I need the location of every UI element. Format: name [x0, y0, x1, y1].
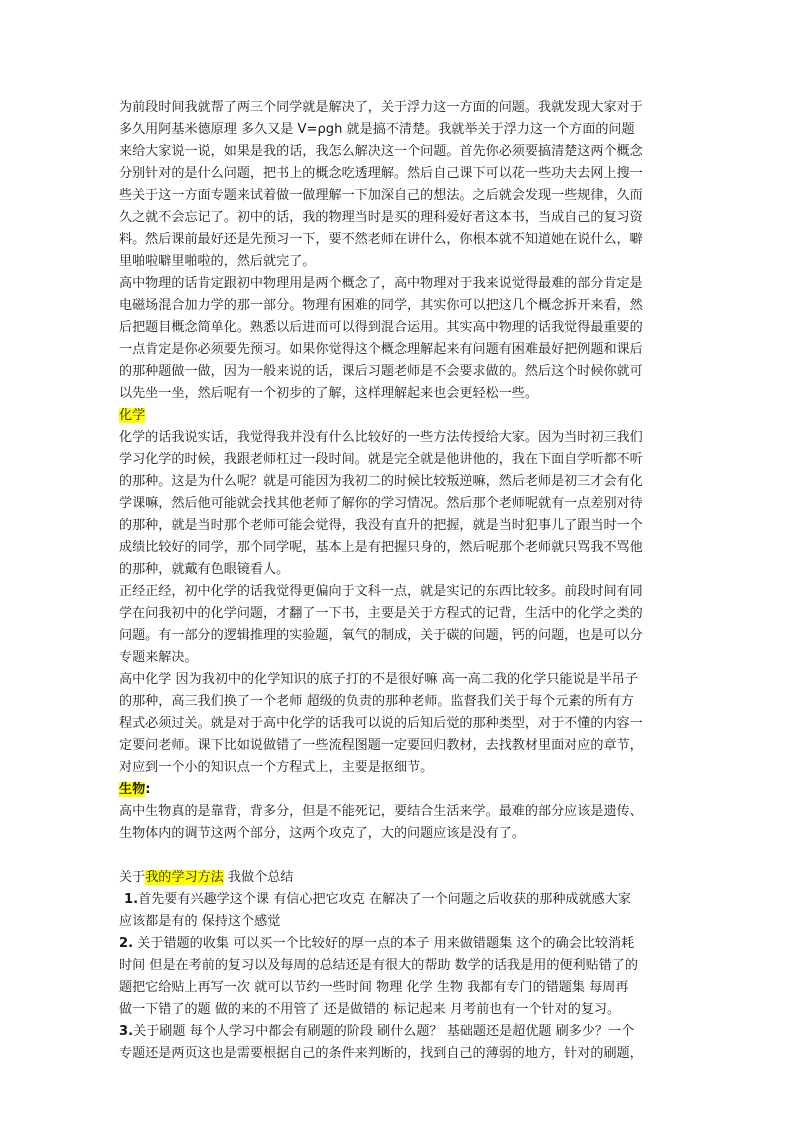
item-text: 首先要有兴趣学这个课 有信心把它攻克 在解决了一个问题之后收获的那种成就感大家 — [138, 892, 631, 907]
text-line: 化学的话我说实话，我觉得我并没有什么比较好的一些方法传授给大家。因为当时初三我们 — [119, 430, 643, 445]
text-line: 应该都是有的 保持这个感觉 — [119, 914, 281, 929]
text-line: 里啪啦噼里啪啦的，然后就完了。 — [119, 254, 316, 269]
text-line: 以先坐一坐，然后呢有一个初步的了解，这样理解起来也会更轻松一些。 — [119, 386, 538, 401]
chemistry-heading: 化学 — [119, 408, 146, 423]
text-line: 的那种，高三我们换了一个老师 超级的负责的那种老师。监督我们关于每个元素的所有方 — [119, 694, 634, 709]
text-line: 的那种，就戴有色眼镜看人。 — [119, 562, 290, 577]
text-line: 做一下错了的题 做的来的不用管了 还是做错的 标记起来 月考前也有一个针对的复习。 — [119, 1002, 621, 1017]
item-text: 关于错题的收集 可以买一个比较好的厚一点的本子 用来做错题集 这个的确会比较消耗 — [133, 936, 635, 951]
document-body — [119, 97, 679, 1065]
text-line: 料。然后课前最好还是先预习一下，要不然老师在讲什么，你根本就不知道她在说什么，噼 — [119, 232, 643, 247]
summary-item-3 — [119, 1021, 679, 1065]
text-line: 电磁场混合加力学的那一部分。物理有困难的同学，其实你可以把这几个概念拆开来看，然 — [119, 298, 643, 313]
text-line: 定要问老师。课下比如说做错了一些流程图题一定要回归教材，去找教材里面对应的章节， — [119, 738, 643, 753]
text-line: 久之就不会忘记了。初中的话，我的物理当时是买的理科爱好者这本书，当成自己的复习资 — [119, 210, 643, 225]
text-line: 程式必须过关。就是对于高中化学的话我可以说的后知后觉的那种类型，对于不懂的内容一 — [119, 716, 643, 731]
text-line: 后把题目概念简单化。熟悉以后进而可以得到混合运用。其实高中物理的话我觉得最重要的 — [119, 320, 643, 335]
summary-item-2 — [119, 933, 679, 1021]
text-line: 正经正经，初中化学的话我觉得更偏向于文科一点，就是实记的东西比较多。前段时间有同 — [119, 584, 643, 599]
text-line: 专题还是两页这也是需要根据自己的条件来判断的，找到自己的薄弱的地方，针对的刷题， — [119, 1046, 643, 1061]
text-line: 成绩比较好的同学，那个同学呢，基本上是有把握只身的，然后呢那个老师就只骂我不骂他 — [119, 540, 643, 555]
text-line: 学在问我初中的化学问题，才翻了一下书，主要是关于方程式的记背，生活中的化学之类的 — [119, 606, 643, 621]
chemistry-paragraph-2 — [119, 581, 679, 669]
summary-highlight: 我的学习方法 — [145, 870, 224, 885]
item-number: 3. — [119, 1024, 134, 1039]
text-line: 问题。有一部分的逻辑推理的实验题，氧气的制成，关于碳的问题，钙的问题，也是可以分 — [119, 628, 643, 643]
text-line: 学习化学的时候，我跟老师杠过一段时间。就是完全就是他讲他的，我在下面自学听都不听 — [119, 452, 643, 467]
chemistry-paragraph-1 — [119, 427, 679, 581]
text-line — [119, 889, 679, 911]
summary-heading — [119, 867, 679, 889]
text-line: 专题来解决。 — [119, 650, 198, 665]
text-line: 的那种，就是当时那个老师可能会觉得，我没有直升的把握，就是当时犯事儿了跟当时一个 — [119, 518, 643, 533]
text-line: 对应到一个小的知识点一个方程式上，主要是抠细节。 — [119, 760, 434, 775]
text-line: 一点肯定是你必须要先预习。如果你觉得这个概念理解起来有问题有困难最好把例题和课后 — [119, 342, 643, 357]
text-line — [119, 933, 679, 955]
text-line: 学课嘛，然后他可能就会找其他老师了解你的学习情况。然后那个老师呢就有一点差别对待 — [119, 496, 643, 511]
text-line: 题把它给贴上再写一次 就可以节约一些时间 物理 化学 生物 我都有专门的错题集 每周再 — [119, 980, 629, 995]
chemistry-paragraph-3 — [119, 669, 679, 779]
text-line: 的那种题做一做，因为一般来说的话，课后习题老师是不会要求做的。然后这个时候你就可 — [119, 364, 643, 379]
summary-suffix: 我做个总结 — [223, 870, 294, 885]
item-number: 2. — [119, 936, 134, 951]
text-line: 分别针对的是什么问题，把书上的概念吃透理解。然后自己课下可以花一些功夫去网上搜一 — [119, 166, 643, 181]
text-line: 为前段时间我就帮了两三个同学就是解决了，关于浮力这一方面的问题。我就发现大家对于 — [119, 100, 643, 115]
text-line: 多久用阿基米德原理 多久又是 V=ρgh 就是搞不清楚。我就举关于浮力这一个方面的问题 — [119, 122, 635, 137]
physics-paragraph-1 — [119, 97, 679, 273]
summary-prefix: 关于 — [119, 870, 146, 885]
text-line: 生物体内的调节这两个部分，这两个攻克了，大的问题应该是没有了。 — [119, 826, 525, 841]
text-line: 高中物理的话肯定跟初中物理用是两个概念了，高中物理对于我来说觉得最难的部分肯定是 — [119, 276, 643, 291]
biology-paragraph-1 — [119, 801, 679, 845]
chemistry-heading-line — [119, 405, 679, 427]
biology-heading-colon: : — [145, 782, 151, 797]
item-number: 1. — [124, 892, 139, 907]
biology-heading: 生物 — [119, 782, 146, 797]
text-line — [119, 1021, 679, 1043]
text-line: 高中生物真的是靠背，背多分，但是不能死记，要结合生活来学。最难的部分应该是遗传、 — [119, 804, 643, 819]
item-text: 关于刷题 每个人学习中都会有刷题的阶段 刷什么题？ 基础题还是超优题 刷多少？一个 — [133, 1024, 635, 1039]
text-line: 些关于这一方面专题来试着做一做理解一下加深自己的想法。之后就会发现一些规律，久而 — [119, 188, 643, 203]
blank-line — [119, 845, 679, 867]
summary-item-1 — [119, 889, 679, 933]
text-line: 来给大家说一说，如果是我的话，我怎么解决这一个问题。首先你必须要搞清楚这两个概念 — [119, 144, 643, 159]
text-line: 的那种。这是为什么呢？就是可能因为我初二的时候比较叛逆嘛，然后老师是初三才会有化 — [119, 474, 643, 489]
text-line: 高中化学 因为我初中的化学知识的底子打的不是很好嘛 高一高二我的化学只能说是半吊子 — [119, 672, 638, 687]
text-line: 时间 但是在考前的复习以及每周的总结还是有很大的帮助 数学的话我是用的便利贴错了的 — [119, 958, 638, 973]
biology-heading-line — [119, 779, 679, 801]
physics-paragraph-2 — [119, 273, 679, 405]
